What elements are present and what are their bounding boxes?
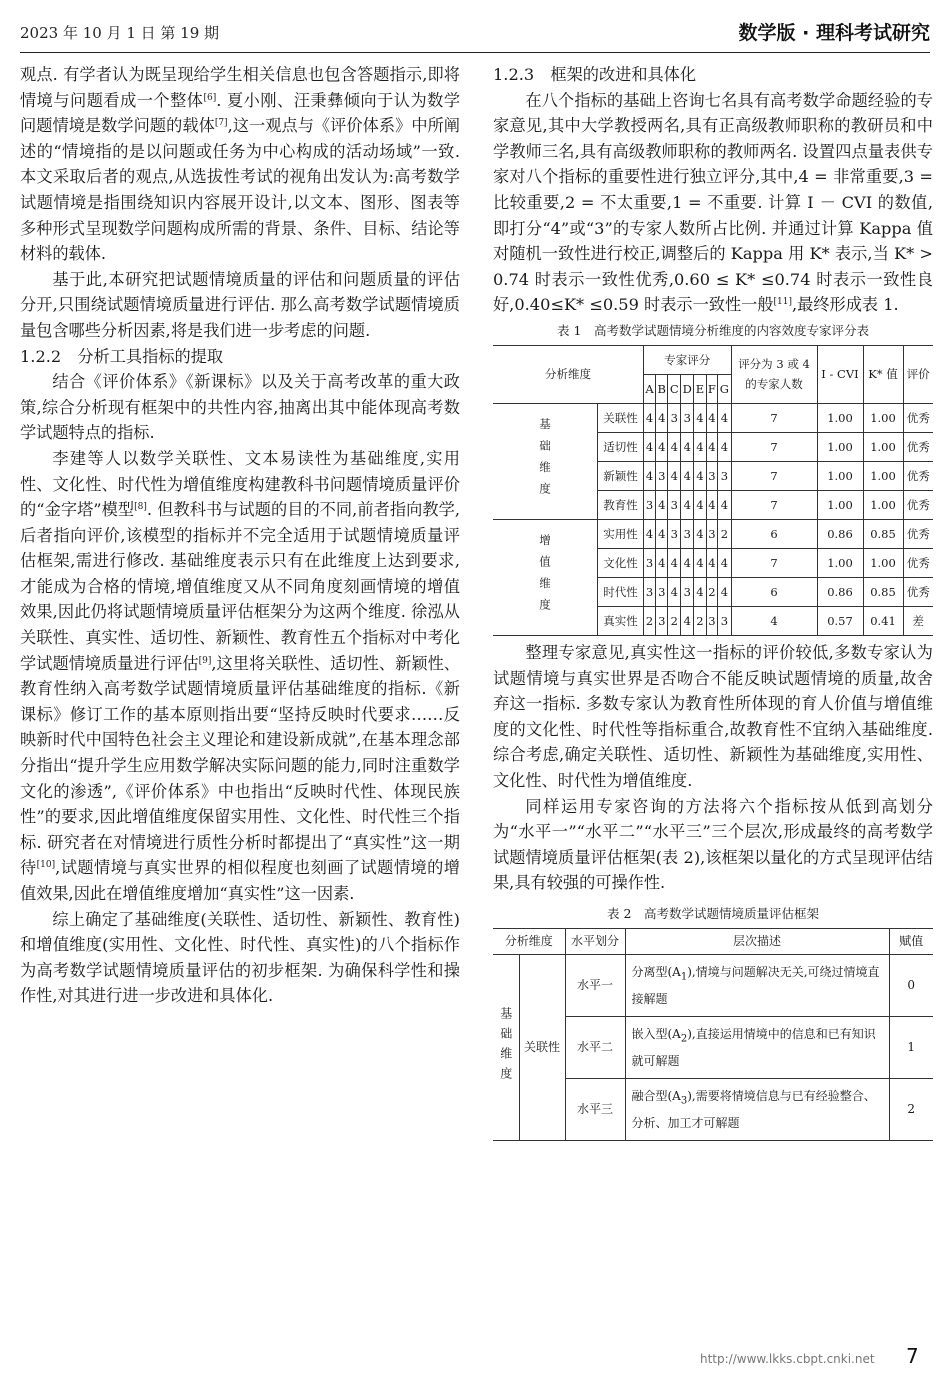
level-description [625, 1016, 889, 1078]
table-header: 评分为 3 或 4 的专家人数 [731, 345, 817, 403]
paragraph: 结合《评价体系》《新课标》以及关于高考改革的重大政策,综合分析现有框架中的共性内容,抽离出其中能体现高考数学试题特点的指标. [20, 372, 460, 443]
desc-text: ),情境与问题解决无关,可绕过情境直接解题 [631, 964, 880, 1007]
citation[interactable]: [8] [134, 502, 147, 513]
table-header: K* 值 [863, 345, 903, 403]
score-cell: 4 [694, 461, 706, 490]
score-cell: 2 [668, 606, 681, 635]
paragraph: 整理专家意见,真实性这一指标的评价较低,多数专家认为试题情境与真实世界是否吻合不能反映试题情境的质量,故舍弃这一指标. 多数专家认为教育性所体现的育人价值与增值维度的文化性、时代性等指标重合,故教育性不宜纳入基础维度. 综合考虑,确定关联性、适切性、新颖性为基础维度,实用性、文化性、时代性为增值维度. [493, 642, 933, 790]
score-cell: 4 [718, 577, 731, 606]
score-cell: 4 [644, 403, 656, 432]
score-cell: 3 [668, 490, 681, 519]
score-cell: 3 [706, 519, 718, 548]
score-cell: 4 [694, 519, 706, 548]
score-cell: 4 [681, 548, 694, 577]
score-cell: 3 [681, 577, 694, 606]
paragraph: 在八个指标的基础上咨询七名具有高考数学命题经验的专家意见,其中大学教授两名,具有正高级教师职称的教研员和中学教师三名,具有高级教师职称的教师两名. 设置四点量表供专家对八个指标的重要性进行独立评分,其中,4 = 非常重要,3 = 比较重要,2 = 不太重要,1 = 不重要. 计算 Ⅰ － CVI 的数值,即打分“4”或“3”的专家人数所占比例. 并通过计算 Kappa 值对随机一致性进行校正,调整后的 Kappa 用 K* 表示,当 K* > 0.74 时表示一致性优秀,0.60 ≤ K* ≤0.74 时表示一致性良好,0.40≤K* ≤0.59 时表示一致性一般[11],最终形成表 1. [493, 90, 933, 315]
dimension-group: 基础维度 [493, 403, 598, 519]
left-column [20, 62, 460, 1009]
score-cell: 4 [681, 432, 694, 461]
score-cell: 4 [668, 548, 681, 577]
score-cell: 4 [681, 490, 694, 519]
score-cell: 3 [644, 490, 656, 519]
score-cell: 3 [706, 606, 718, 635]
k-cell: 1.00 [863, 432, 903, 461]
section-heading: 1.2.2 分析工具指标的提取 [20, 346, 224, 366]
header-rule [20, 52, 930, 53]
score-value: 1 [889, 1016, 933, 1078]
table-header: 层次描述 [625, 928, 889, 954]
desc-text: ),直接运用情境中的信息和已有知识就可解题 [631, 1026, 876, 1069]
expert-label: B [656, 374, 668, 403]
score-cell: 4 [694, 403, 706, 432]
score-cell: 4 [706, 548, 718, 577]
icvi-cell: 1.00 [817, 461, 863, 490]
page-header [20, 18, 930, 46]
page-number: 7 [906, 1344, 919, 1368]
desc-text: 分离型(A [631, 964, 681, 979]
expert-label: G [718, 374, 731, 403]
score-cell: 4 [706, 432, 718, 461]
citation[interactable]: [10] [36, 860, 56, 871]
score-cell: 4 [718, 432, 731, 461]
desc-text: 融合型(A [631, 1088, 681, 1103]
k-cell: 0.41 [863, 606, 903, 635]
table-header: Ⅰ - CVI [817, 345, 863, 403]
eval-cell: 优秀 [903, 519, 933, 548]
score-cell: 4 [644, 519, 656, 548]
level-cell: 水平二 [565, 1016, 625, 1078]
citation[interactable]: [11] [773, 297, 793, 308]
expert-label: C [668, 374, 681, 403]
k-cell: 0.85 [863, 519, 903, 548]
table-row [493, 519, 933, 548]
score-cell: 4 [644, 432, 656, 461]
paragraph: 同样运用专家咨询的方法将六个指标按从低到高划分为“水平一”“水平二”“水平三”三个层次,形成最终的高考数学试题情境质量评估框架(表 2),该框架以量化的方式呈现评估结果,具有较强的可操作性. [493, 796, 933, 893]
score-cell: 2 [718, 519, 731, 548]
count-cell: 4 [731, 606, 817, 635]
indicator-name: 真实性 [598, 606, 644, 635]
count-cell: 6 [731, 577, 817, 606]
icvi-cell: 0.86 [817, 577, 863, 606]
level-description [625, 1078, 889, 1140]
score-cell: 4 [718, 490, 731, 519]
eval-cell: 差 [903, 606, 933, 635]
desc-text: 嵌入型(A [631, 1026, 681, 1041]
icvi-cell: 1.00 [817, 490, 863, 519]
indicator-name: 文化性 [598, 548, 644, 577]
score-cell: 2 [644, 606, 656, 635]
citation[interactable]: [7] [214, 118, 228, 129]
paragraph: 观点. 有学者认为既呈现给学生相关信息也包含答题指示,即将情境与问题看成一个整体[6]. 夏小刚、汪秉彝倾向于认为数学问题情境是数学问题的载体[7],这一观点与《评价体系》中所阐述的“情境指的是以问题或任务为中心构成的活动场域”一致. 本文采取后者的观点,从选拔性考试的视角出发认为:高考数学试题情境是指围绕知识内容展开设计,以文本、图形、图表等多种形式呈现数学问题构成所需的背景、条件、目标、结论等材料的载体. [20, 65, 461, 264]
table-header: 专家评分 [644, 345, 731, 374]
level-cell: 水平一 [565, 954, 625, 1016]
score-cell: 3 [644, 548, 656, 577]
k-cell: 1.00 [863, 490, 903, 519]
icvi-cell: 1.00 [817, 403, 863, 432]
expert-label: A [644, 374, 656, 403]
icvi-cell: 1.00 [817, 432, 863, 461]
score-cell: 4 [694, 548, 706, 577]
indicator-name: 关联性 [598, 403, 644, 432]
score-cell: 4 [706, 490, 718, 519]
section-heading: 1.2.3 框架的改进和具体化 [493, 65, 697, 84]
score-cell: 4 [656, 490, 668, 519]
icvi-cell: 1.00 [817, 548, 863, 577]
table1 [493, 345, 933, 636]
table-row [493, 954, 933, 1016]
count-cell: 7 [731, 548, 817, 577]
citation[interactable]: [9] [198, 655, 212, 666]
score-cell: 3 [656, 577, 668, 606]
table-header: 评价 [903, 345, 933, 403]
indicator-name: 时代性 [598, 577, 644, 606]
score-cell: 4 [718, 403, 731, 432]
eval-cell: 优秀 [903, 577, 933, 606]
eval-cell: 优秀 [903, 403, 933, 432]
score-cell: 3 [656, 461, 668, 490]
score-cell: 4 [694, 490, 706, 519]
table-header: 水平划分 [565, 928, 625, 954]
citation[interactable]: [6] [203, 92, 217, 103]
score-cell: 4 [668, 577, 681, 606]
table2 [493, 928, 933, 1141]
paragraph: 综上确定了基础维度(关联性、适切性、新颖性、教育性)和增值维度(实用性、文化性、时代性、真实性)的八个指标作为高考数学试题情境质量评估的初步框架. 为确保科学性和操作性,对其进行进一步改进和具体化. [20, 909, 460, 1006]
count-cell: 7 [731, 403, 817, 432]
score-cell: 3 [706, 461, 718, 490]
score-cell: 3 [668, 403, 681, 432]
count-cell: 6 [731, 519, 817, 548]
subscript: 2 [680, 1033, 688, 1045]
k-cell: 0.85 [863, 577, 903, 606]
indicator-name: 教育性 [598, 490, 644, 519]
expert-label: F [706, 374, 718, 403]
level-description [625, 954, 889, 1016]
score-cell: 3 [718, 461, 731, 490]
score-cell: 3 [681, 403, 694, 432]
table-header: 分析维度 [493, 928, 565, 954]
k-cell: 1.00 [863, 461, 903, 490]
count-cell: 7 [731, 490, 817, 519]
score-cell: 3 [718, 606, 731, 635]
table2-caption: 表 2 高考数学试题情境质量评估框架 [607, 905, 819, 921]
score-cell: 4 [681, 606, 694, 635]
level-cell: 水平三 [565, 1078, 625, 1140]
score-cell: 2 [706, 577, 718, 606]
eval-cell: 优秀 [903, 432, 933, 461]
expert-label: D [681, 374, 694, 403]
table1-caption: 表 1 高考数学试题情境分析维度的内容效度专家评分表 [557, 322, 869, 338]
score-cell: 4 [694, 432, 706, 461]
right-column [493, 62, 933, 1141]
score-cell: 4 [681, 461, 694, 490]
table-row [493, 403, 933, 432]
score-cell: 4 [644, 461, 656, 490]
score-cell: 2 [694, 606, 706, 635]
table-header: 赋值 [889, 928, 933, 954]
k-cell: 1.00 [863, 548, 903, 577]
count-cell: 7 [731, 461, 817, 490]
score-cell: 3 [656, 606, 668, 635]
table-header: 分析维度 [493, 345, 644, 403]
dimension-group: 增值维度 [493, 519, 598, 635]
icvi-cell: 0.86 [817, 519, 863, 548]
score-cell: 4 [668, 461, 681, 490]
score-cell: 4 [706, 403, 718, 432]
score-cell: 4 [718, 548, 731, 577]
score-value: 2 [889, 1078, 933, 1140]
score-value: 0 [889, 954, 933, 1016]
count-cell: 7 [731, 432, 817, 461]
eval-cell: 优秀 [903, 490, 933, 519]
k-cell: 1.00 [863, 403, 903, 432]
indicator-name: 关联性 [519, 954, 565, 1140]
eval-cell: 优秀 [903, 461, 933, 490]
score-cell: 3 [681, 519, 694, 548]
dimension-group: 基础维度 [493, 954, 519, 1140]
footer-url[interactable]: http://www.lkks.cbpt.cnki.net [700, 1352, 875, 1366]
score-cell: 4 [668, 432, 681, 461]
score-cell: 3 [668, 519, 681, 548]
score-cell: 3 [644, 577, 656, 606]
journal-title: 数学版 · 理科考试研究 [738, 22, 930, 44]
paragraph: 基于此,本研究把试题情境质量的评估和问题质量的评估分开,只围绕试题情境质量进行评估. 那么高考数学试题情境质量包含哪些分析因素,将是我们进一步考虑的问题. [20, 269, 460, 340]
indicator-name: 适切性 [598, 432, 644, 461]
expert-label: E [694, 374, 706, 403]
issue-date: 2023 年 10 月 1 日 第 19 期 [20, 24, 220, 42]
score-cell: 4 [656, 432, 668, 461]
indicator-name: 实用性 [598, 519, 644, 548]
icvi-cell: 0.57 [817, 606, 863, 635]
indicator-name: 新颖性 [598, 461, 644, 490]
score-cell: 4 [656, 519, 668, 548]
subscript: 1 [680, 971, 688, 983]
desc-text: ),需要将情境信息与已有经验整合、分析、加工才可解题 [631, 1088, 876, 1131]
score-cell: 4 [656, 548, 668, 577]
paragraph: 李建等人以数学关联性、文本易读性为基础维度,实用性、文化性、时代性为增值维度构建教科书问题情境质量评价的“金字塔”模型[8]. 但教科书与试题的目的不同,前者指向教学,后者指向评价,该模型的指标并不完全适用于试题情境质量评估框架,需进行修改. 基础维度表示只有在此维度上达到要求,才能成为合格的情境,增值维度又从不同角度刻画情境的增值效果,因此仍将试题情境质量评估框架分为这两个维度. 徐泓从关联性、真实性、适切性、新颖性、教育性五个指标对中考化学试题情境质量进行评估[9],这里将关联性、适切性、新颖性、教育性纳入高考数学试题情境质量评估基础维度的指标.《新课标》修订工作的基本原则指出要“坚持反映时代要求……反映新时代中国特色社会主义理论和建设新成就”,在基本理念部分指出“提升学生应用数学解决实际问题的能力,同时注重数学文化的渗透”,《评价体系》中也指出“反映时代性、体现民族性”的要求,因此增值维度保留实用性、文化性、时代性三个指标. 研究者在对情境进行质性分析时都提出了“真实性”这一期待[10],试题情境与真实世界的相似程度也刻画了试题情境的增值效果,因此在增值维度增加“真实性”这一因素. [20, 448, 460, 903]
eval-cell: 优秀 [903, 548, 933, 577]
score-cell: 4 [656, 403, 668, 432]
score-cell: 4 [694, 577, 706, 606]
subscript: 3 [680, 1095, 688, 1107]
